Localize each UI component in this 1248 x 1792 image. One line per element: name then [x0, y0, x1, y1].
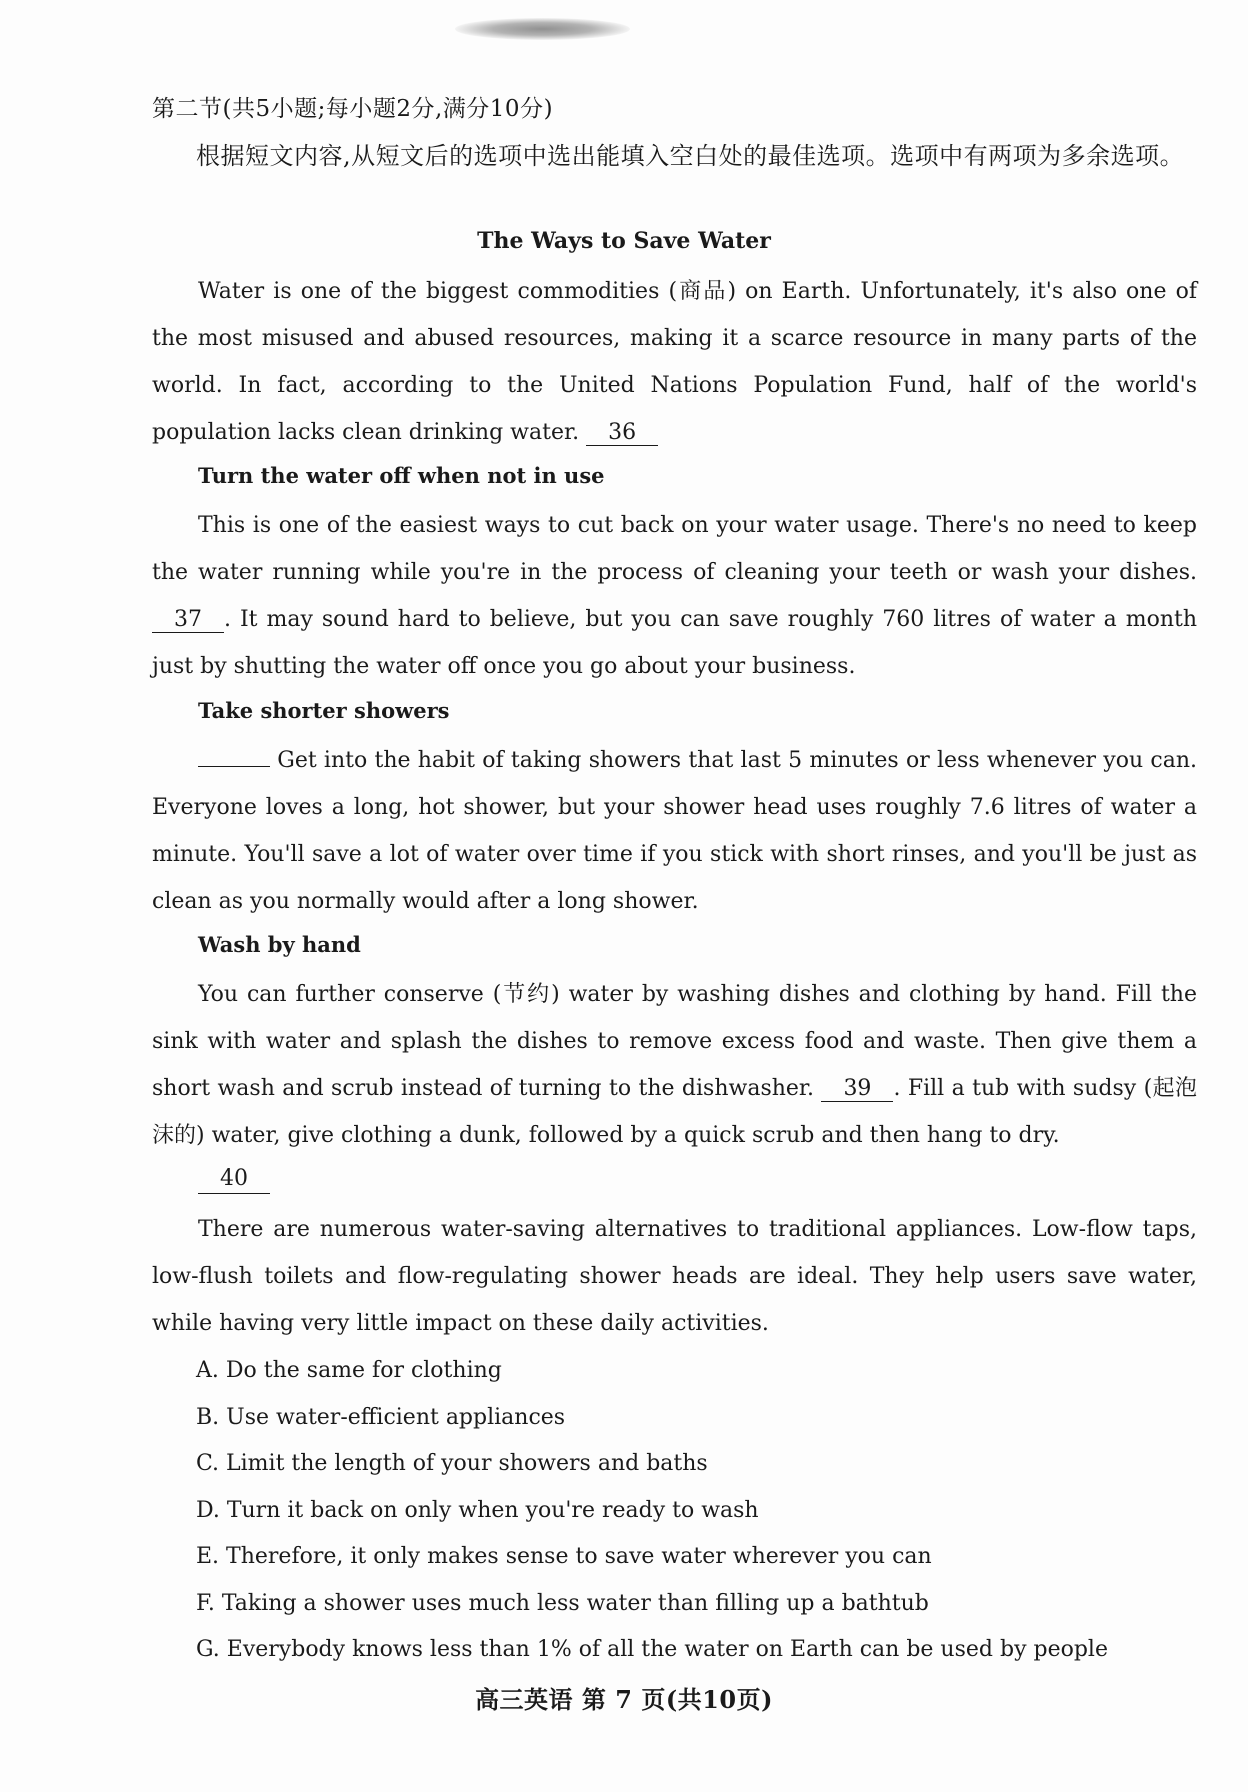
paragraph-1 [152, 268, 1197, 456]
option-c[interactable]: C. Limit the length of your showers and baths [196, 1451, 708, 1476]
option-b[interactable]: B. Use water-efficient appliances [196, 1404, 566, 1430]
subheading-shorter-showers: Take shorter showers [198, 698, 450, 723]
page-footer: 高三英语 第 7 页(共10页) [475, 1685, 773, 1714]
paragraph-2-after: . It may sound hard to believe, but you can save roughly 760 litres of water a month just by shutting the water off once you go about your business. [152, 607, 1197, 679]
paragraph-3-text: Get into the habit of taking showers that last 5 minutes or less whenever you can. Everyone loves a long, hot shower, but your shower head uses roughly 7.6 litres of water a minute. You'll save a lot of water over time if you stick with short rinses, and you'll be just as clean as you normally would after a long shower. [152, 748, 1197, 914]
subheading-wash-by-hand: Wash by hand [198, 932, 361, 957]
option-g[interactable]: G. Everybody knows less than 1% of all the water on Earth can be used by people [196, 1637, 1108, 1662]
instructions: 根据短文内容,从短文后的选项中选出能填入空白处的最佳选项。选项中有两项为多余选项。 [196, 142, 1185, 170]
scan-smudge [455, 18, 630, 40]
option-d[interactable]: D. Turn it back on only when you're ready to wash [196, 1497, 759, 1523]
paragraph-4 [152, 971, 1197, 1159]
paragraph-4-after: . Fill a tub with sudsy (起泡沫的) water, give clothing a dunk, followed by a quick scrub and then hang to dry. [152, 1076, 1197, 1148]
passage-title: The Ways to Save Water [477, 228, 771, 254]
blank-37[interactable]: 37 [152, 608, 224, 633]
subheading-turn-water-off: Turn the water off when not in use [198, 463, 605, 488]
blank-36[interactable]: 36 [586, 421, 658, 446]
section-heading: 第二节(共5小题;每小题2分,满分10分) [152, 96, 554, 122]
answer-options [196, 1348, 1108, 1674]
paragraph-2 [152, 502, 1197, 690]
paragraph-4-before: You can further conserve (节约) water by washing dishes and clothing by hand. Fill the sink with water and splash the dishes to remove excess food and waste. Then give them a short wash and scrub instead of turning to the dishwasher. [152, 982, 1197, 1101]
option-e[interactable]: E. Therefore, it only makes sense to save water wherever you can [196, 1544, 932, 1569]
option-a[interactable]: A. Do the same for clothing [196, 1358, 502, 1383]
blank-39[interactable]: 39 [821, 1077, 893, 1102]
paragraph-2-before: This is one of the easiest ways to cut back on your water usage. There's no need to keep the water running while you're in the process of cleaning your teeth or wash your dishes. [152, 513, 1197, 585]
blank-38[interactable] [198, 766, 270, 767]
paragraph-3 [152, 737, 1197, 925]
blank-40[interactable]: 40 [198, 1165, 270, 1194]
paragraph-1-text: Water is one of the biggest commodities (商品) on Earth. Unfortunately, it's also one of the most misused and abused resources, making it a scarce resource in many parts of the world. In fact, according to the United Nations Population Fund, half of the world's population lacks clean drinking water. [152, 279, 1197, 445]
paragraph-5: There are numerous water-saving alternatives to traditional appliances. Low-flow taps, low-flush toilets and flow-regulating shower heads are ideal. They help users save water, while having very little impact on these daily activities. [152, 1217, 1197, 1336]
option-f[interactable]: F. Taking a shower uses much less water than filling up a bathtub [196, 1590, 929, 1616]
